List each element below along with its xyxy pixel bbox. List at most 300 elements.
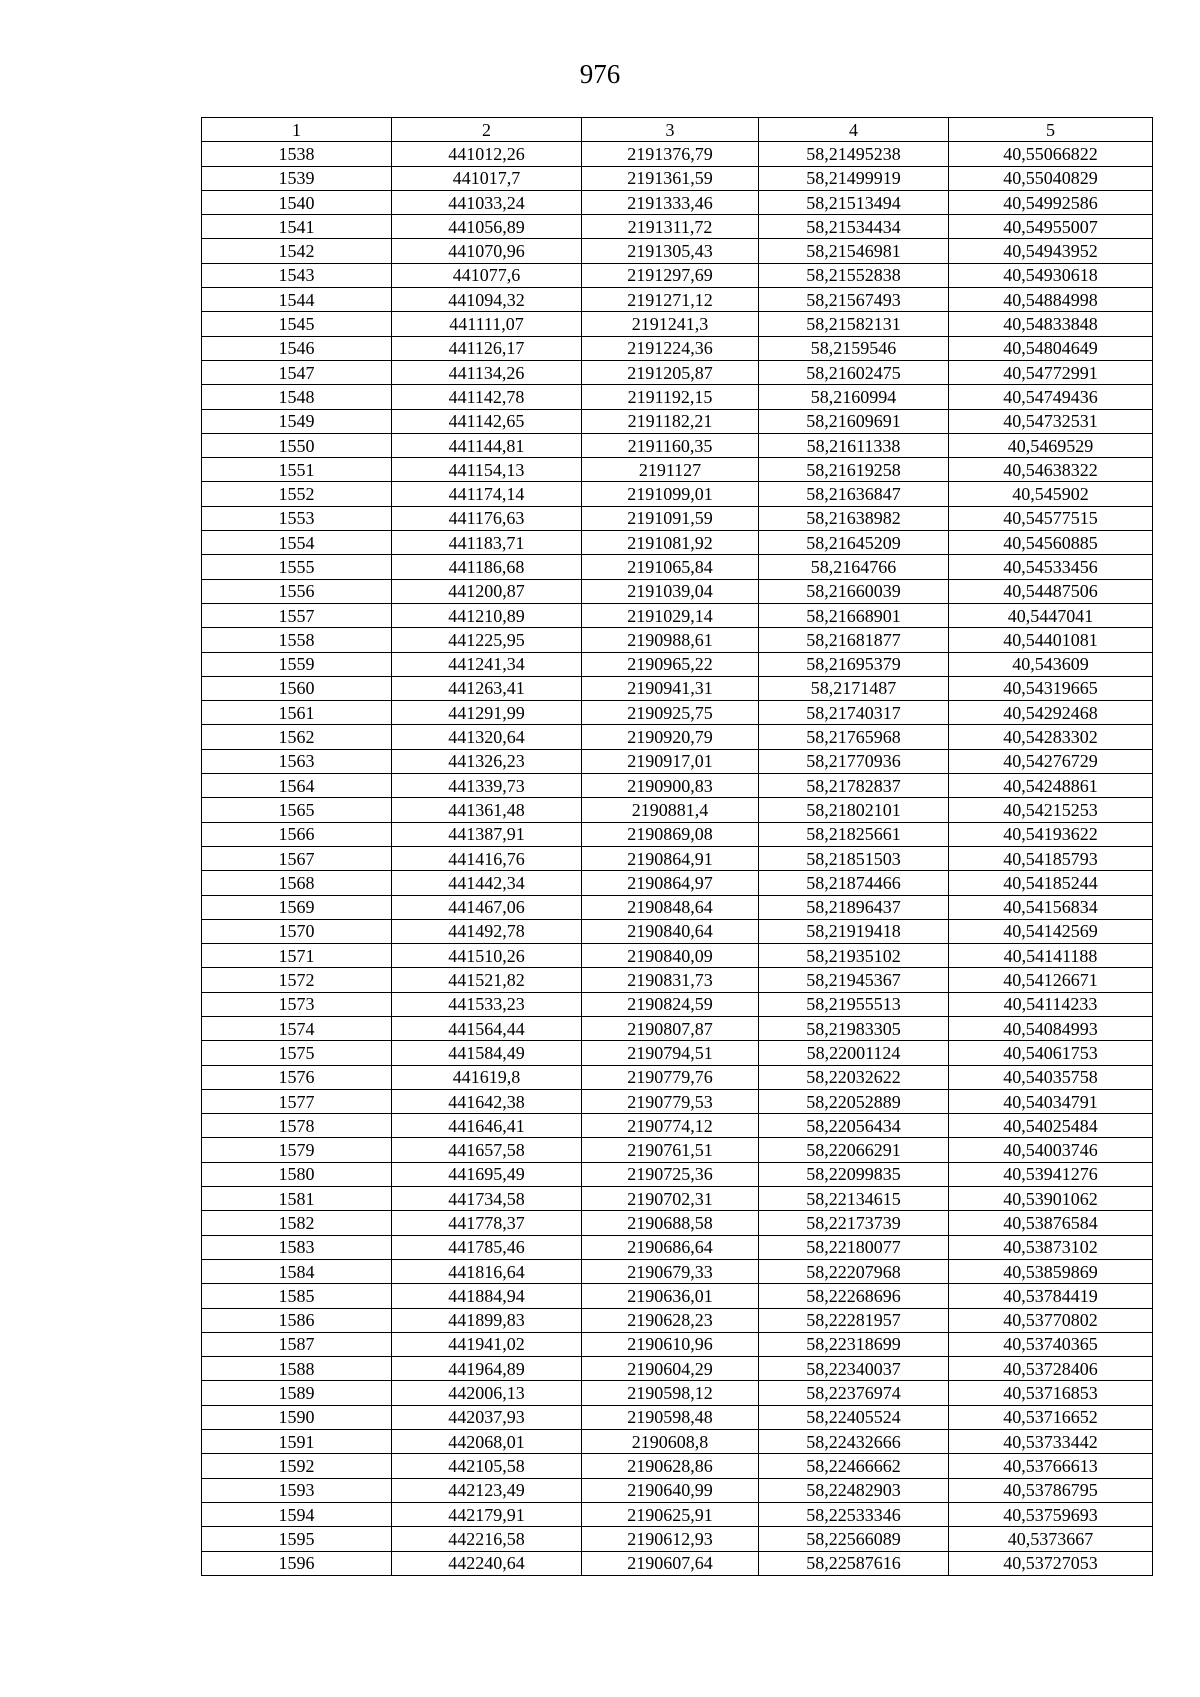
point-number-cell: 1584 bbox=[202, 1259, 392, 1283]
y-coordinate-cell: 2190608,8 bbox=[582, 1430, 759, 1454]
point-number-cell: 1570 bbox=[202, 919, 392, 943]
x-coordinate-cell: 441964,89 bbox=[392, 1357, 582, 1381]
latitude-cell: 58,22052889 bbox=[759, 1089, 949, 1113]
table-row bbox=[202, 968, 1153, 992]
longitude-cell: 40,54025484 bbox=[949, 1114, 1153, 1138]
latitude-cell: 58,22566089 bbox=[759, 1527, 949, 1551]
table-row bbox=[202, 360, 1153, 384]
table-row bbox=[202, 506, 1153, 530]
longitude-cell: 40,54034791 bbox=[949, 1089, 1153, 1113]
x-coordinate-cell: 441584,49 bbox=[392, 1041, 582, 1065]
table-row bbox=[202, 1551, 1153, 1575]
table-row bbox=[202, 749, 1153, 773]
table-row bbox=[202, 1454, 1153, 1478]
longitude-cell: 40,54884998 bbox=[949, 288, 1153, 312]
latitude-cell: 58,2171487 bbox=[759, 676, 949, 700]
y-coordinate-cell: 2191065,84 bbox=[582, 555, 759, 579]
table-body bbox=[202, 142, 1153, 1576]
longitude-cell: 40,54185793 bbox=[949, 846, 1153, 870]
table-row bbox=[202, 1041, 1153, 1065]
longitude-cell: 40,54772991 bbox=[949, 360, 1153, 384]
latitude-cell: 58,21681877 bbox=[759, 628, 949, 652]
table-row bbox=[202, 458, 1153, 482]
longitude-cell: 40,54142569 bbox=[949, 919, 1153, 943]
coordinates-table bbox=[201, 117, 1153, 1576]
latitude-cell: 58,2159546 bbox=[759, 336, 949, 360]
point-number-cell: 1578 bbox=[202, 1114, 392, 1138]
latitude-cell: 58,21983305 bbox=[759, 1016, 949, 1040]
table-row bbox=[202, 1430, 1153, 1454]
longitude-cell: 40,53770802 bbox=[949, 1308, 1153, 1332]
longitude-cell: 40,543609 bbox=[949, 652, 1153, 676]
x-coordinate-cell: 441642,38 bbox=[392, 1089, 582, 1113]
latitude-cell: 58,21495238 bbox=[759, 142, 949, 166]
table-row bbox=[202, 1284, 1153, 1308]
latitude-cell: 58,21802101 bbox=[759, 798, 949, 822]
y-coordinate-cell: 2191333,46 bbox=[582, 190, 759, 214]
y-coordinate-cell: 2190988,61 bbox=[582, 628, 759, 652]
point-number-cell: 1579 bbox=[202, 1138, 392, 1162]
table-row bbox=[202, 190, 1153, 214]
latitude-cell: 58,22066291 bbox=[759, 1138, 949, 1162]
longitude-cell: 40,54401081 bbox=[949, 628, 1153, 652]
y-coordinate-cell: 2190920,79 bbox=[582, 725, 759, 749]
longitude-cell: 40,545902 bbox=[949, 482, 1153, 506]
x-coordinate-cell: 442123,49 bbox=[392, 1478, 582, 1502]
longitude-cell: 40,53876584 bbox=[949, 1211, 1153, 1235]
latitude-cell: 58,21638982 bbox=[759, 506, 949, 530]
table-row bbox=[202, 1065, 1153, 1089]
point-number-cell: 1580 bbox=[202, 1162, 392, 1186]
x-coordinate-cell: 441387,91 bbox=[392, 822, 582, 846]
longitude-cell: 40,5469529 bbox=[949, 433, 1153, 457]
longitude-cell: 40,54126671 bbox=[949, 968, 1153, 992]
x-coordinate-cell: 441077,6 bbox=[392, 263, 582, 287]
latitude-cell: 58,22180077 bbox=[759, 1235, 949, 1259]
table-row bbox=[202, 1187, 1153, 1211]
latitude-cell: 58,21782837 bbox=[759, 774, 949, 798]
point-number-cell: 1574 bbox=[202, 1016, 392, 1040]
y-coordinate-cell: 2191305,43 bbox=[582, 239, 759, 263]
longitude-cell: 40,53727053 bbox=[949, 1551, 1153, 1575]
y-coordinate-cell: 2190640,99 bbox=[582, 1478, 759, 1502]
longitude-cell: 40,54185244 bbox=[949, 871, 1153, 895]
longitude-cell: 40,54487506 bbox=[949, 579, 1153, 603]
y-coordinate-cell: 2190686,64 bbox=[582, 1235, 759, 1259]
longitude-cell: 40,55066822 bbox=[949, 142, 1153, 166]
latitude-cell: 58,21660039 bbox=[759, 579, 949, 603]
latitude-cell: 58,22405524 bbox=[759, 1405, 949, 1429]
x-coordinate-cell: 441241,34 bbox=[392, 652, 582, 676]
x-coordinate-cell: 441200,87 bbox=[392, 579, 582, 603]
longitude-cell: 40,53740365 bbox=[949, 1332, 1153, 1356]
y-coordinate-cell: 2190900,83 bbox=[582, 774, 759, 798]
longitude-cell: 40,54533456 bbox=[949, 555, 1153, 579]
y-coordinate-cell: 2190679,33 bbox=[582, 1259, 759, 1283]
point-number-cell: 1551 bbox=[202, 458, 392, 482]
table-row bbox=[202, 1527, 1153, 1551]
latitude-cell: 58,22533346 bbox=[759, 1502, 949, 1526]
point-number-cell: 1595 bbox=[202, 1527, 392, 1551]
latitude-cell: 58,21740317 bbox=[759, 701, 949, 725]
point-number-cell: 1544 bbox=[202, 288, 392, 312]
point-number-cell: 1557 bbox=[202, 603, 392, 627]
x-coordinate-cell: 441126,17 bbox=[392, 336, 582, 360]
longitude-cell: 40,54035758 bbox=[949, 1065, 1153, 1089]
latitude-cell: 58,21513494 bbox=[759, 190, 949, 214]
latitude-cell: 58,21896437 bbox=[759, 895, 949, 919]
y-coordinate-cell: 2190779,76 bbox=[582, 1065, 759, 1089]
header-cell-5: 5 bbox=[949, 118, 1153, 142]
table-row bbox=[202, 433, 1153, 457]
longitude-cell: 40,54061753 bbox=[949, 1041, 1153, 1065]
latitude-cell: 58,21919418 bbox=[759, 919, 949, 943]
x-coordinate-cell: 441070,96 bbox=[392, 239, 582, 263]
y-coordinate-cell: 2191081,92 bbox=[582, 531, 759, 555]
x-coordinate-cell: 441442,34 bbox=[392, 871, 582, 895]
table-row bbox=[202, 1089, 1153, 1113]
table-row bbox=[202, 871, 1153, 895]
longitude-cell: 40,54638322 bbox=[949, 458, 1153, 482]
x-coordinate-cell: 441619,8 bbox=[392, 1065, 582, 1089]
table-row bbox=[202, 1162, 1153, 1186]
header-cell-1: 1 bbox=[202, 118, 392, 142]
latitude-cell: 58,2164766 bbox=[759, 555, 949, 579]
x-coordinate-cell: 442216,58 bbox=[392, 1527, 582, 1551]
table-row bbox=[202, 142, 1153, 166]
x-coordinate-cell: 441510,26 bbox=[392, 944, 582, 968]
longitude-cell: 40,54156834 bbox=[949, 895, 1153, 919]
point-number-cell: 1546 bbox=[202, 336, 392, 360]
point-number-cell: 1547 bbox=[202, 360, 392, 384]
point-number-cell: 1549 bbox=[202, 409, 392, 433]
y-coordinate-cell: 2190761,51 bbox=[582, 1138, 759, 1162]
point-number-cell: 1552 bbox=[202, 482, 392, 506]
table-row bbox=[202, 1138, 1153, 1162]
point-number-cell: 1539 bbox=[202, 166, 392, 190]
y-coordinate-cell: 2191099,01 bbox=[582, 482, 759, 506]
point-number-cell: 1543 bbox=[202, 263, 392, 287]
point-number-cell: 1545 bbox=[202, 312, 392, 336]
latitude-cell: 58,21602475 bbox=[759, 360, 949, 384]
longitude-cell: 40,54930618 bbox=[949, 263, 1153, 287]
point-number-cell: 1591 bbox=[202, 1430, 392, 1454]
point-number-cell: 1566 bbox=[202, 822, 392, 846]
x-coordinate-cell: 442240,64 bbox=[392, 1551, 582, 1575]
table-row bbox=[202, 774, 1153, 798]
point-number-cell: 1575 bbox=[202, 1041, 392, 1065]
y-coordinate-cell: 2191160,35 bbox=[582, 433, 759, 457]
y-coordinate-cell: 2191311,72 bbox=[582, 215, 759, 239]
longitude-cell: 40,54319665 bbox=[949, 676, 1153, 700]
y-coordinate-cell: 2190807,87 bbox=[582, 1016, 759, 1040]
table-row bbox=[202, 166, 1153, 190]
point-number-cell: 1596 bbox=[202, 1551, 392, 1575]
x-coordinate-cell: 441291,99 bbox=[392, 701, 582, 725]
longitude-cell: 40,54193622 bbox=[949, 822, 1153, 846]
table-row bbox=[202, 822, 1153, 846]
x-coordinate-cell: 441263,41 bbox=[392, 676, 582, 700]
longitude-cell: 40,54804649 bbox=[949, 336, 1153, 360]
x-coordinate-cell: 441017,7 bbox=[392, 166, 582, 190]
latitude-cell: 58,21582131 bbox=[759, 312, 949, 336]
table-row bbox=[202, 1259, 1153, 1283]
y-coordinate-cell: 2190610,96 bbox=[582, 1332, 759, 1356]
latitude-cell: 58,22001124 bbox=[759, 1041, 949, 1065]
latitude-cell: 58,22032622 bbox=[759, 1065, 949, 1089]
table-row bbox=[202, 992, 1153, 1016]
x-coordinate-cell: 441899,83 bbox=[392, 1308, 582, 1332]
x-coordinate-cell: 442006,13 bbox=[392, 1381, 582, 1405]
x-coordinate-cell: 441416,76 bbox=[392, 846, 582, 870]
table-row bbox=[202, 944, 1153, 968]
x-coordinate-cell: 441816,64 bbox=[392, 1259, 582, 1283]
latitude-cell: 58,21552838 bbox=[759, 263, 949, 287]
latitude-cell: 58,21668901 bbox=[759, 603, 949, 627]
y-coordinate-cell: 2190917,01 bbox=[582, 749, 759, 773]
table-row bbox=[202, 482, 1153, 506]
latitude-cell: 58,22056434 bbox=[759, 1114, 949, 1138]
latitude-cell: 58,21935102 bbox=[759, 944, 949, 968]
x-coordinate-cell: 442068,01 bbox=[392, 1430, 582, 1454]
point-number-cell: 1567 bbox=[202, 846, 392, 870]
latitude-cell: 58,22432666 bbox=[759, 1430, 949, 1454]
table-row bbox=[202, 846, 1153, 870]
header-cell-2: 2 bbox=[392, 118, 582, 142]
x-coordinate-cell: 441646,41 bbox=[392, 1114, 582, 1138]
y-coordinate-cell: 2191127 bbox=[582, 458, 759, 482]
x-coordinate-cell: 441142,65 bbox=[392, 409, 582, 433]
x-coordinate-cell: 441339,73 bbox=[392, 774, 582, 798]
latitude-cell: 58,21499919 bbox=[759, 166, 949, 190]
y-coordinate-cell: 2190598,48 bbox=[582, 1405, 759, 1429]
longitude-cell: 40,54248861 bbox=[949, 774, 1153, 798]
point-number-cell: 1553 bbox=[202, 506, 392, 530]
y-coordinate-cell: 2190864,91 bbox=[582, 846, 759, 870]
latitude-cell: 58,21636847 bbox=[759, 482, 949, 506]
latitude-cell: 58,22134615 bbox=[759, 1187, 949, 1211]
y-coordinate-cell: 2190702,31 bbox=[582, 1187, 759, 1211]
x-coordinate-cell: 441326,23 bbox=[392, 749, 582, 773]
y-coordinate-cell: 2190625,91 bbox=[582, 1502, 759, 1526]
x-coordinate-cell: 441225,95 bbox=[392, 628, 582, 652]
longitude-cell: 40,54577515 bbox=[949, 506, 1153, 530]
y-coordinate-cell: 2191361,59 bbox=[582, 166, 759, 190]
latitude-cell: 58,21945367 bbox=[759, 968, 949, 992]
x-coordinate-cell: 441142,78 bbox=[392, 385, 582, 409]
longitude-cell: 40,54992586 bbox=[949, 190, 1153, 214]
point-number-cell: 1592 bbox=[202, 1454, 392, 1478]
header-cell-3: 3 bbox=[582, 118, 759, 142]
longitude-cell: 40,54943952 bbox=[949, 239, 1153, 263]
table-row bbox=[202, 1114, 1153, 1138]
y-coordinate-cell: 2190607,64 bbox=[582, 1551, 759, 1575]
x-coordinate-cell: 441695,49 bbox=[392, 1162, 582, 1186]
point-number-cell: 1562 bbox=[202, 725, 392, 749]
y-coordinate-cell: 2190688,58 bbox=[582, 1211, 759, 1235]
y-coordinate-cell: 2191091,59 bbox=[582, 506, 759, 530]
table-row bbox=[202, 336, 1153, 360]
point-number-cell: 1572 bbox=[202, 968, 392, 992]
point-number-cell: 1564 bbox=[202, 774, 392, 798]
point-number-cell: 1542 bbox=[202, 239, 392, 263]
longitude-cell: 40,53873102 bbox=[949, 1235, 1153, 1259]
y-coordinate-cell: 2190725,36 bbox=[582, 1162, 759, 1186]
table-row bbox=[202, 1332, 1153, 1356]
point-number-cell: 1588 bbox=[202, 1357, 392, 1381]
table-header bbox=[202, 118, 1153, 142]
x-coordinate-cell: 441467,06 bbox=[392, 895, 582, 919]
longitude-cell: 40,53716652 bbox=[949, 1405, 1153, 1429]
longitude-cell: 40,53759693 bbox=[949, 1502, 1153, 1526]
table-row bbox=[202, 603, 1153, 627]
table-row bbox=[202, 725, 1153, 749]
point-number-cell: 1573 bbox=[202, 992, 392, 1016]
point-number-cell: 1585 bbox=[202, 1284, 392, 1308]
longitude-cell: 40,54114233 bbox=[949, 992, 1153, 1016]
latitude-cell: 58,2160994 bbox=[759, 385, 949, 409]
x-coordinate-cell: 441134,26 bbox=[392, 360, 582, 384]
y-coordinate-cell: 2190848,64 bbox=[582, 895, 759, 919]
longitude-cell: 40,54955007 bbox=[949, 215, 1153, 239]
latitude-cell: 58,22587616 bbox=[759, 1551, 949, 1575]
y-coordinate-cell: 2191192,15 bbox=[582, 385, 759, 409]
x-coordinate-cell: 442105,58 bbox=[392, 1454, 582, 1478]
point-number-cell: 1581 bbox=[202, 1187, 392, 1211]
table-row bbox=[202, 531, 1153, 555]
point-number-cell: 1568 bbox=[202, 871, 392, 895]
table-row bbox=[202, 312, 1153, 336]
x-coordinate-cell: 441492,78 bbox=[392, 919, 582, 943]
y-coordinate-cell: 2191271,12 bbox=[582, 288, 759, 312]
point-number-cell: 1548 bbox=[202, 385, 392, 409]
longitude-cell: 40,53901062 bbox=[949, 1187, 1153, 1211]
point-number-cell: 1556 bbox=[202, 579, 392, 603]
latitude-cell: 58,22207968 bbox=[759, 1259, 949, 1283]
latitude-cell: 58,21534434 bbox=[759, 215, 949, 239]
x-coordinate-cell: 441210,89 bbox=[392, 603, 582, 627]
x-coordinate-cell: 441111,07 bbox=[392, 312, 582, 336]
point-number-cell: 1569 bbox=[202, 895, 392, 919]
latitude-cell: 58,22099835 bbox=[759, 1162, 949, 1186]
table-row bbox=[202, 555, 1153, 579]
header-row bbox=[202, 118, 1153, 142]
x-coordinate-cell: 441183,71 bbox=[392, 531, 582, 555]
y-coordinate-cell: 2190628,23 bbox=[582, 1308, 759, 1332]
table-row bbox=[202, 288, 1153, 312]
x-coordinate-cell: 441154,13 bbox=[392, 458, 582, 482]
point-number-cell: 1587 bbox=[202, 1332, 392, 1356]
longitude-cell: 40,53766613 bbox=[949, 1454, 1153, 1478]
point-number-cell: 1571 bbox=[202, 944, 392, 968]
x-coordinate-cell: 441176,63 bbox=[392, 506, 582, 530]
point-number-cell: 1593 bbox=[202, 1478, 392, 1502]
y-coordinate-cell: 2190864,97 bbox=[582, 871, 759, 895]
latitude-cell: 58,21611338 bbox=[759, 433, 949, 457]
table-row bbox=[202, 409, 1153, 433]
point-number-cell: 1550 bbox=[202, 433, 392, 457]
table-row bbox=[202, 1502, 1153, 1526]
y-coordinate-cell: 2190636,01 bbox=[582, 1284, 759, 1308]
x-coordinate-cell: 441012,26 bbox=[392, 142, 582, 166]
latitude-cell: 58,22482903 bbox=[759, 1478, 949, 1502]
latitude-cell: 58,22466662 bbox=[759, 1454, 949, 1478]
x-coordinate-cell: 441033,24 bbox=[392, 190, 582, 214]
longitude-cell: 40,54003746 bbox=[949, 1138, 1153, 1162]
latitude-cell: 58,21567493 bbox=[759, 288, 949, 312]
longitude-cell: 40,53716853 bbox=[949, 1381, 1153, 1405]
x-coordinate-cell: 441056,89 bbox=[392, 215, 582, 239]
latitude-cell: 58,21770936 bbox=[759, 749, 949, 773]
longitude-cell: 40,54141188 bbox=[949, 944, 1153, 968]
longitude-cell: 40,54833848 bbox=[949, 312, 1153, 336]
latitude-cell: 58,22376974 bbox=[759, 1381, 949, 1405]
y-coordinate-cell: 2190598,12 bbox=[582, 1381, 759, 1405]
x-coordinate-cell: 441734,58 bbox=[392, 1187, 582, 1211]
y-coordinate-cell: 2190779,53 bbox=[582, 1089, 759, 1113]
point-number-cell: 1540 bbox=[202, 190, 392, 214]
longitude-cell: 40,54276729 bbox=[949, 749, 1153, 773]
y-coordinate-cell: 2190840,09 bbox=[582, 944, 759, 968]
y-coordinate-cell: 2191029,14 bbox=[582, 603, 759, 627]
x-coordinate-cell: 442179,91 bbox=[392, 1502, 582, 1526]
table-row bbox=[202, 676, 1153, 700]
x-coordinate-cell: 441144,81 bbox=[392, 433, 582, 457]
point-number-cell: 1565 bbox=[202, 798, 392, 822]
latitude-cell: 58,22268696 bbox=[759, 1284, 949, 1308]
y-coordinate-cell: 2190869,08 bbox=[582, 822, 759, 846]
latitude-cell: 58,22173739 bbox=[759, 1211, 949, 1235]
y-coordinate-cell: 2190824,59 bbox=[582, 992, 759, 1016]
table-row bbox=[202, 1405, 1153, 1429]
page-number: 976 bbox=[579, 59, 621, 89]
table-row bbox=[202, 1308, 1153, 1332]
point-number-cell: 1561 bbox=[202, 701, 392, 725]
x-coordinate-cell: 441778,37 bbox=[392, 1211, 582, 1235]
x-coordinate-cell: 441533,23 bbox=[392, 992, 582, 1016]
header-cell-4: 4 bbox=[759, 118, 949, 142]
table-row bbox=[202, 215, 1153, 239]
latitude-cell: 58,21825661 bbox=[759, 822, 949, 846]
table-row bbox=[202, 239, 1153, 263]
y-coordinate-cell: 2190628,86 bbox=[582, 1454, 759, 1478]
longitude-cell: 40,53786795 bbox=[949, 1478, 1153, 1502]
x-coordinate-cell: 441361,48 bbox=[392, 798, 582, 822]
table-row bbox=[202, 919, 1153, 943]
table-row bbox=[202, 628, 1153, 652]
y-coordinate-cell: 2190604,29 bbox=[582, 1357, 759, 1381]
x-coordinate-cell: 441094,32 bbox=[392, 288, 582, 312]
table-row bbox=[202, 385, 1153, 409]
longitude-cell: 40,54084993 bbox=[949, 1016, 1153, 1040]
y-coordinate-cell: 2190881,4 bbox=[582, 798, 759, 822]
point-number-cell: 1577 bbox=[202, 1089, 392, 1113]
y-coordinate-cell: 2190831,73 bbox=[582, 968, 759, 992]
point-number-cell: 1560 bbox=[202, 676, 392, 700]
x-coordinate-cell: 441564,44 bbox=[392, 1016, 582, 1040]
x-coordinate-cell: 441941,02 bbox=[392, 1332, 582, 1356]
x-coordinate-cell: 441174,14 bbox=[392, 482, 582, 506]
point-number-cell: 1589 bbox=[202, 1381, 392, 1405]
longitude-cell: 40,54292468 bbox=[949, 701, 1153, 725]
table-row bbox=[202, 1211, 1153, 1235]
table-row bbox=[202, 1235, 1153, 1259]
latitude-cell: 58,22340037 bbox=[759, 1357, 949, 1381]
latitude-cell: 58,21851503 bbox=[759, 846, 949, 870]
x-coordinate-cell: 441785,46 bbox=[392, 1235, 582, 1259]
y-coordinate-cell: 2190840,64 bbox=[582, 919, 759, 943]
latitude-cell: 58,21546981 bbox=[759, 239, 949, 263]
